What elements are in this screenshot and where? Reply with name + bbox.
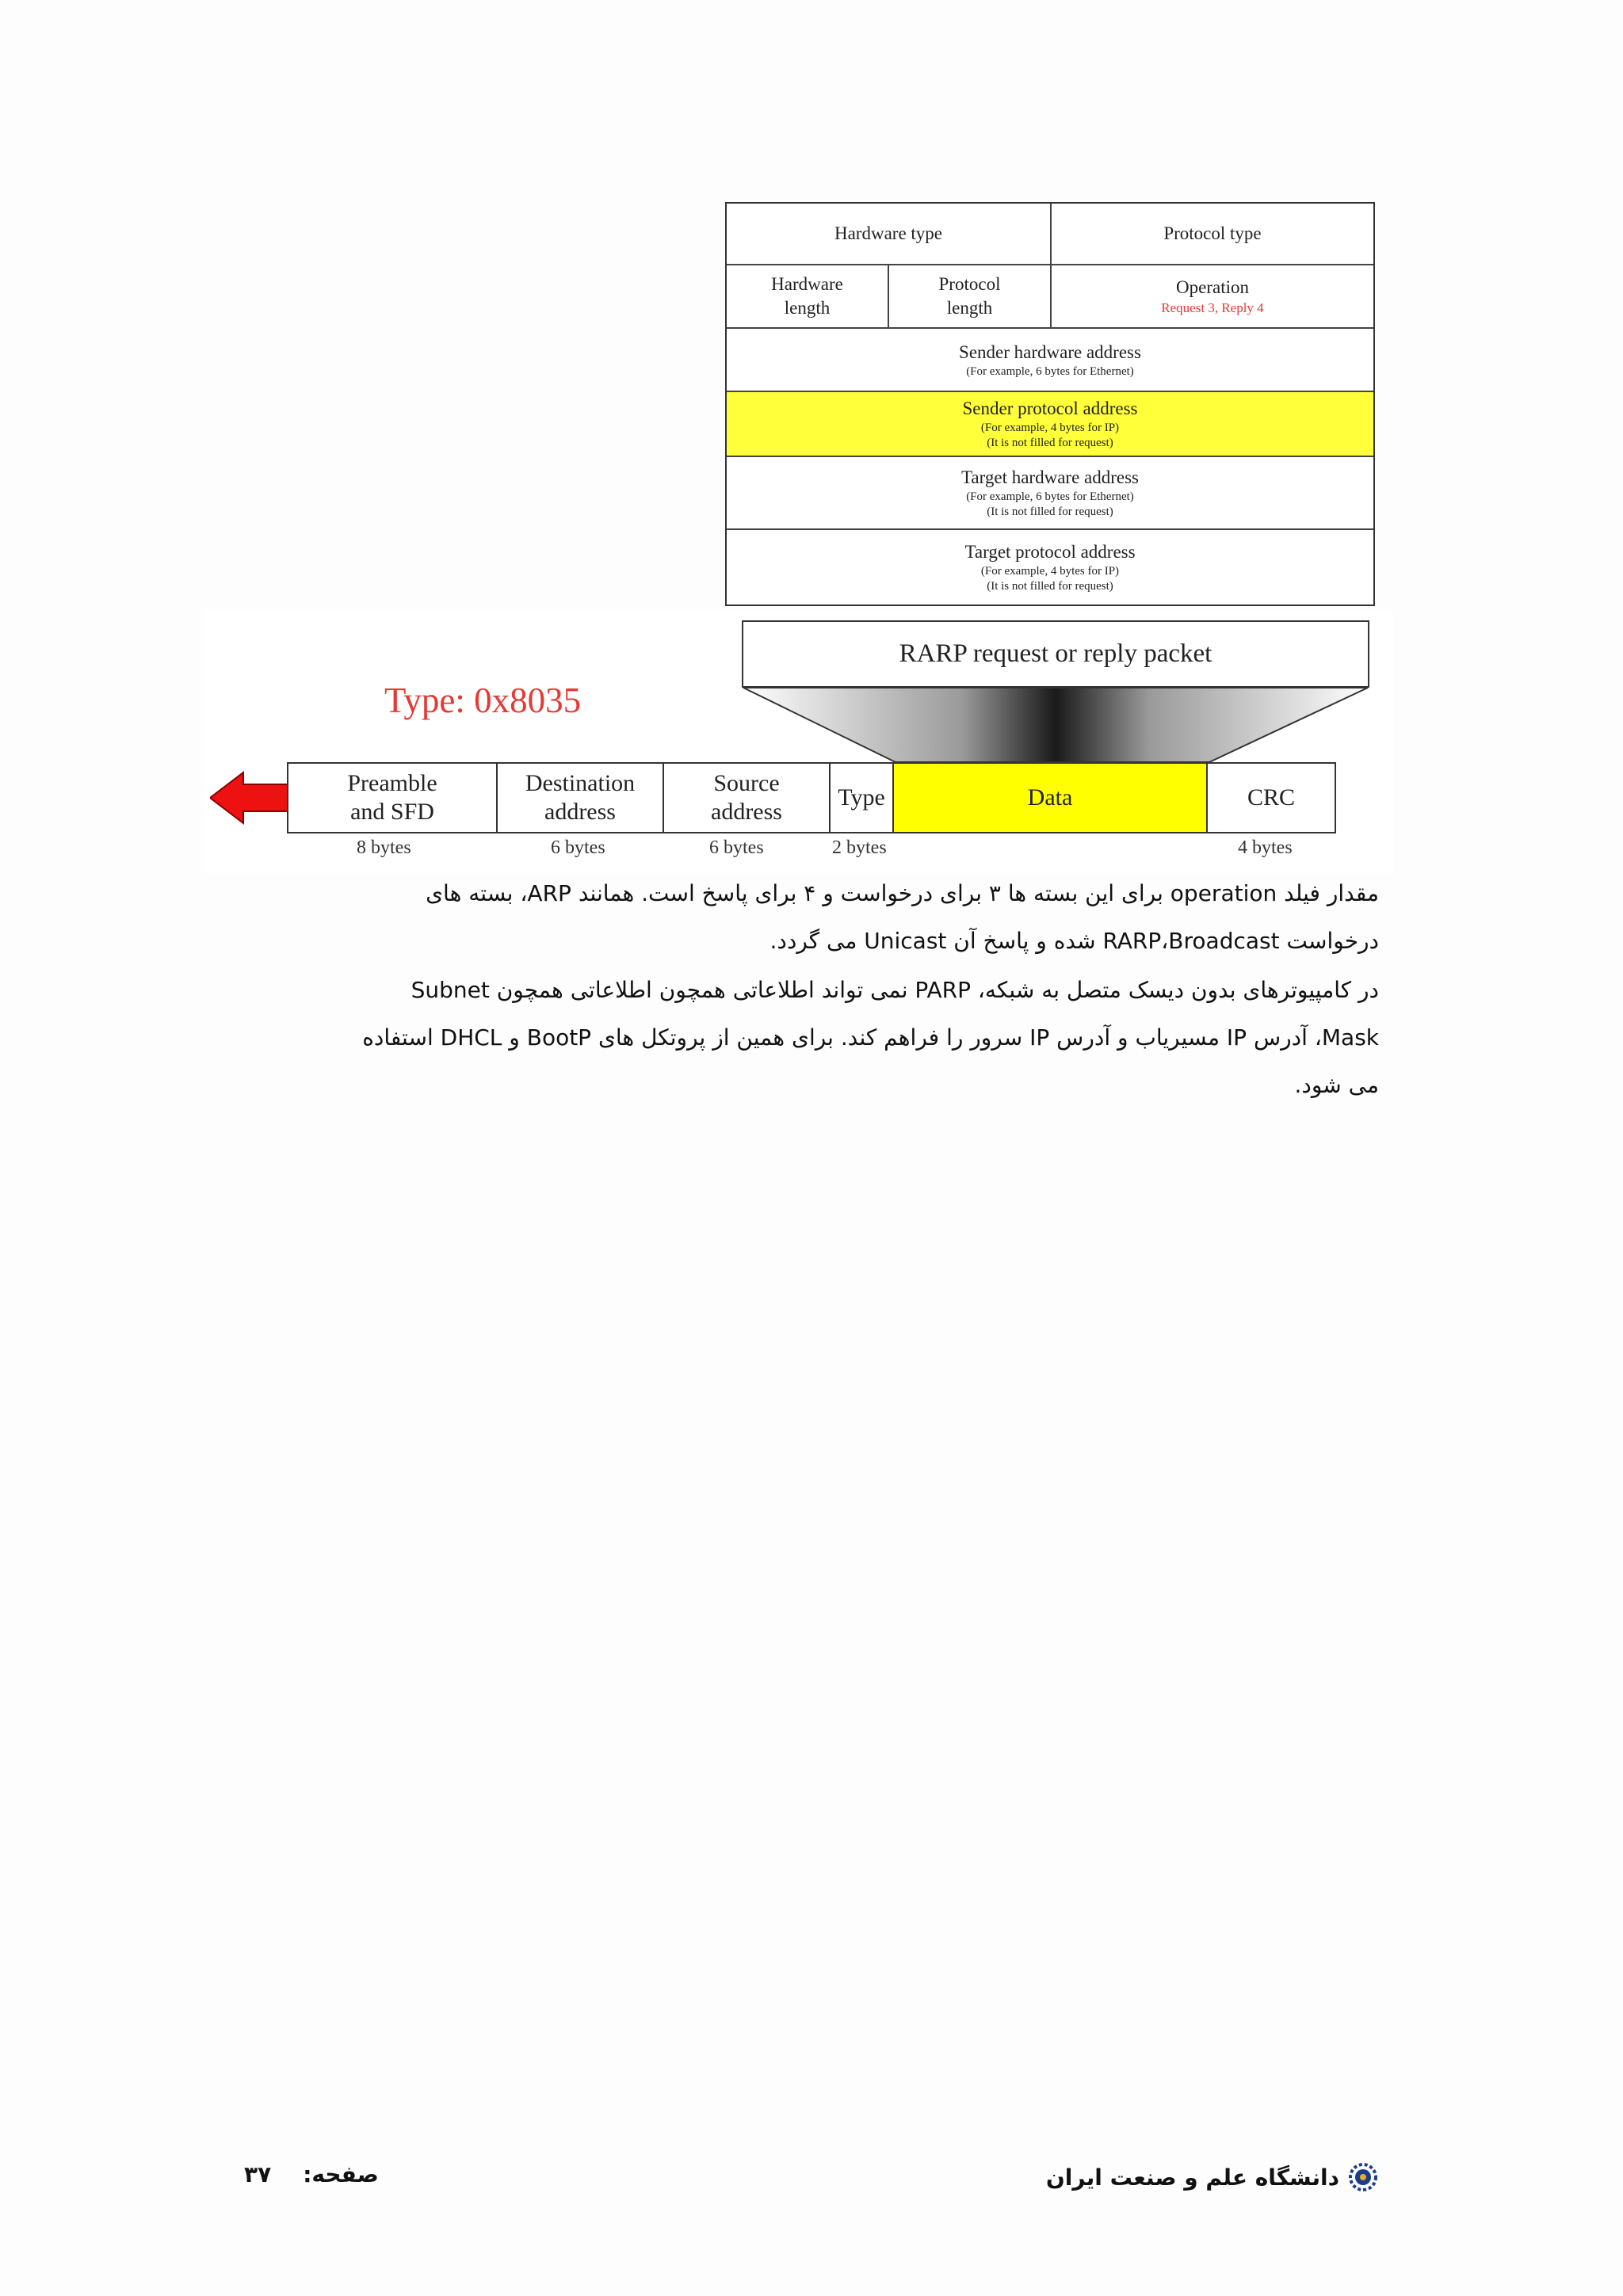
- sender-protocol-label: Sender protocol address: [962, 399, 1138, 418]
- footer-university: [1046, 2161, 1379, 2193]
- bytes-label: 2 bytes: [832, 837, 887, 858]
- paragraph-line: می شود.: [1294, 1072, 1379, 1098]
- target-protocol-note: (For example, 4 bytes for IP): [980, 565, 1120, 578]
- paragraph-2: [242, 967, 1379, 1109]
- target-protocol-label: Target protocol address: [964, 542, 1136, 562]
- bytes-label: 4 bytes: [1238, 837, 1293, 858]
- field-preamble: Preamble and SFD: [287, 762, 498, 833]
- paragraph-line: مقدار فیلد operation برای این بسته ها ۳ برای درخواست و ۴ برای پاسخ است. همانند ARP، بسته های: [426, 880, 1379, 906]
- target-hardware-note: (It is not filled for request): [987, 505, 1113, 518]
- rarp-packet-box: [742, 620, 1369, 688]
- hardware-length-label: Hardware length: [771, 274, 843, 318]
- paragraph-line: در کامپیوترهای بدون دیسک متصل به شبکه، PARP نمی تواند اطلاعاتی همچون اطلاعاتی همچون Subnet: [411, 977, 1379, 1003]
- bytes-label: 6 bytes: [551, 837, 605, 858]
- sender-protocol-note: (For example, 4 bytes for IP): [980, 421, 1120, 434]
- footer-page-number: [244, 2161, 379, 2187]
- university-name: دانشگاه علم و صنعت ایران: [1045, 2164, 1339, 2191]
- field-destination: Destination address: [496, 762, 664, 833]
- operation-note: Request 3, Reply 4: [1161, 300, 1264, 315]
- paragraph-line: درخواست RARP،Broadcast شده و پاسخ آن Unicast می گردد.: [769, 928, 1379, 954]
- target-hardware-label: Target hardware address: [960, 467, 1140, 487]
- sender-hardware-label: Sender hardware address: [959, 341, 1141, 362]
- page-label: صفحه:: [303, 2161, 379, 2187]
- page-number: ۳۷: [244, 2161, 272, 2187]
- field-source: Source address: [663, 762, 831, 833]
- paragraph-line: Mask، آدرس IP مسیریاب و آدرس IP سرور را فراهم کند. برای همین از پروتکل های BootP و DHCL استفاده: [362, 1024, 1379, 1051]
- operation-label: Operation: [1176, 277, 1249, 297]
- target-protocol-note: (It is not filled for request): [987, 580, 1113, 593]
- protocol-length-label: Protocol length: [938, 274, 1001, 318]
- bytes-label: 8 bytes: [357, 837, 411, 858]
- rarp-packet-label: RARP request or reply packet: [899, 639, 1212, 668]
- field-data: Data: [892, 762, 1208, 833]
- bytes-label: 6 bytes: [709, 837, 764, 858]
- field-crc: CRC: [1206, 762, 1336, 833]
- packet-funnel-graphic: [0, 0, 1623, 879]
- paragraph-1: [242, 870, 1379, 965]
- target-hardware-note: (For example, 6 bytes for Ethernet): [966, 490, 1134, 503]
- sender-protocol-note: (It is not filled for request): [987, 437, 1113, 449]
- left-arrow-icon: [210, 770, 289, 826]
- hardware-type-label: Hardware type: [834, 223, 942, 243]
- field-type: Type: [829, 762, 894, 833]
- sender-hardware-note: (For example, 6 bytes for Ethernet): [966, 364, 1134, 378]
- university-logo-icon: [1347, 2161, 1379, 2193]
- protocol-type-label: Protocol type: [1163, 223, 1262, 243]
- type-value-label: Type: 0x8035: [384, 681, 582, 720]
